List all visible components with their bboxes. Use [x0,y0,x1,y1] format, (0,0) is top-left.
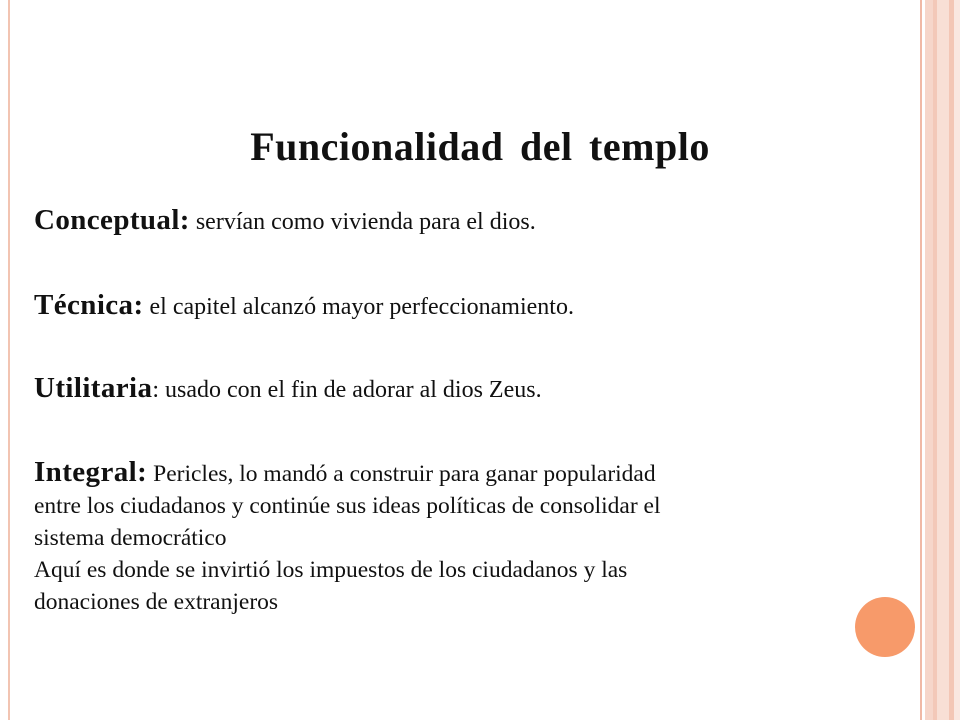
item-integral [34,456,904,618]
item-label: Integral: [34,456,148,488]
item-line: Aquí es donde se invirtió los impuestos de los ciudadanos y las [34,557,628,583]
right-decor-stripe [925,0,933,720]
item-colon: : [152,377,160,403]
right-decor-stripe [920,0,922,720]
right-decor-stripe [954,0,960,720]
item-label: Técnica: [34,289,144,321]
item-line [34,456,904,490]
item-conceptual [34,204,536,238]
item-utilitaria [34,372,542,406]
item-text: el capitel alcanzó mayor perfeccionamiento. [149,294,574,320]
item-line: donaciones de extranjeros [34,589,279,615]
right-decor-stripe [937,0,949,720]
left-border-line [8,0,10,720]
item-text: Pericles, lo mandó a construir para ganar popularidad [153,461,656,487]
item-text: usado con el fin de adorar al dios Zeus. [165,377,542,403]
slide-title: Funcionalidad del templo [250,123,710,169]
item-label: Utilitaria [34,372,153,404]
item-line: sistema democrático [34,525,227,551]
item-text: servían como vivienda para el dios. [195,209,536,235]
item-tecnica [34,289,574,323]
item-label: Conceptual: [34,204,190,236]
item-line: entre los ciudadanos y continúe sus ideas políticas de consolidar el [34,493,661,519]
